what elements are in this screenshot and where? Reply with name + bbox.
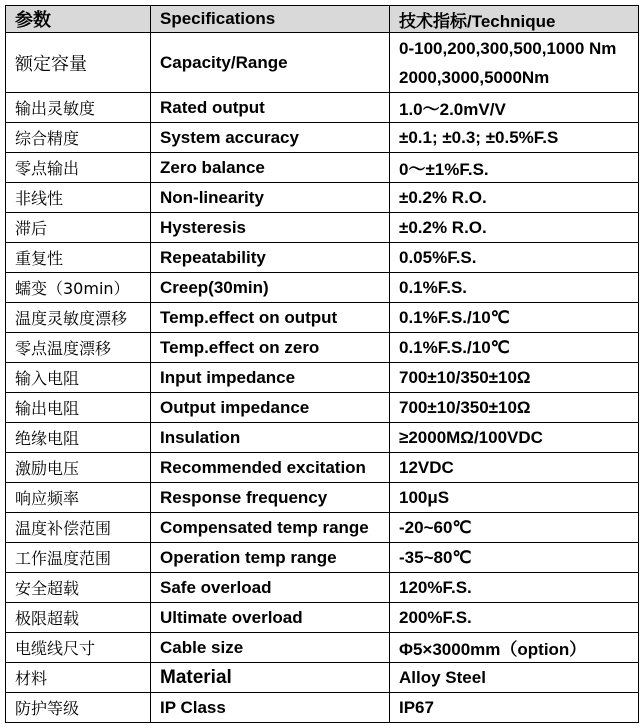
param-value: -20~60℃ [390,513,639,543]
param-name-en: Compensated temp range [151,513,390,543]
param-value: 200%F.S. [390,603,639,633]
param-value: ±0.2% R.O. [390,213,639,243]
param-name-en: IP Class [151,693,390,723]
param-name-en: Hysteresis [151,213,390,243]
param-name-en: Repeatability [151,243,390,273]
header-cell-specification: Specifications [151,6,390,33]
param-value-line: 0-100,200,300,500,1000 Nm [399,38,617,58]
param-name-cn: 滞后 [6,213,151,243]
param-value-line: 2000,3000,5000Nm [399,67,550,87]
param-value: -35~80℃ [390,543,639,573]
param-name-en: Response frequency [151,483,390,513]
param-name-cn: 重复性 [6,243,151,273]
param-name-en: Temp.effect on output [151,303,390,333]
param-name-en: Cable size [151,633,390,663]
param-name-en: Non-linearity [151,183,390,213]
param-value: 12VDC [390,453,639,483]
param-value: ≥2000MΩ/100VDC [390,423,639,453]
param-value: IP67 [390,693,639,723]
param-value: 0～±1%F.S. [390,153,639,183]
param-name-en: System accuracy [151,123,390,153]
param-value: ±0.2% R.O. [390,183,639,213]
param-name-cn: 安全超载 [6,573,151,603]
param-name-en: Ultimate overload [151,603,390,633]
param-name-en: Recommended excitation [151,453,390,483]
param-value: Alloy Steel [390,663,639,693]
param-name-en: Capacity/Range [151,33,390,93]
param-name-en: Input impedance [151,363,390,393]
param-name-cn: 激励电压 [6,453,151,483]
param-name-cn: 工作温度范围 [6,543,151,573]
param-name-cn: 材料 [6,663,151,693]
param-name-cn: 响应频率 [6,483,151,513]
param-name-en: Output impedance [151,393,390,423]
param-name-cn: 防护等级 [6,693,151,723]
param-name-en: Zero balance [151,153,390,183]
param-value: 0.05%F.S. [390,243,639,273]
param-name-cn: 温度补偿范围 [6,513,151,543]
param-name-cn: 输入电阻 [6,363,151,393]
param-name-cn: 输出灵敏度 [6,93,151,123]
param-name-cn: 非线性 [6,183,151,213]
param-name-cn: 输出电阻 [6,393,151,423]
param-name-en: Insulation [151,423,390,453]
param-name-cn: 绝缘电阻 [6,423,151,453]
param-name-en: Creep(30min) [151,273,390,303]
param-value: 120%F.S. [390,573,639,603]
param-value: 100μS [390,483,639,513]
header-cell-param: 参数 [6,6,151,33]
param-value: 700±10/350±10Ω [390,363,639,393]
param-value [390,33,639,93]
param-name-cn: 极限超载 [6,603,151,633]
param-value: 1.0～2.0mV/V [390,93,639,123]
param-name-en: Temp.effect on zero [151,333,390,363]
param-name-cn: 蠕变（30min） [6,273,151,303]
param-name-cn: 零点温度漂移 [6,333,151,363]
spec-table [5,5,639,723]
param-value: ±0.1; ±0.3; ±0.5%F.S [390,123,639,153]
param-name-cn: 零点输出 [6,153,151,183]
param-value: 0.1%F.S. [390,273,639,303]
param-name-en: Safe overload [151,573,390,603]
param-name-cn: 温度灵敏度漂移 [6,303,151,333]
param-value: 0.1%F.S./10℃ [390,303,639,333]
param-value: 0.1%F.S./10℃ [390,333,639,363]
param-value: 700±10/350±10Ω [390,393,639,423]
param-name-en: Operation temp range [151,543,390,573]
param-value: Φ5×3000mm（option） [390,633,639,663]
param-name-cn: 额定容量 [6,33,151,93]
param-name-cn: 电缆线尺寸 [6,633,151,663]
param-name-en: Material [151,663,390,693]
param-name-cn: 综合精度 [6,123,151,153]
header-cell-technique: 技术指标/Technique [390,6,639,33]
param-name-en: Rated output [151,93,390,123]
